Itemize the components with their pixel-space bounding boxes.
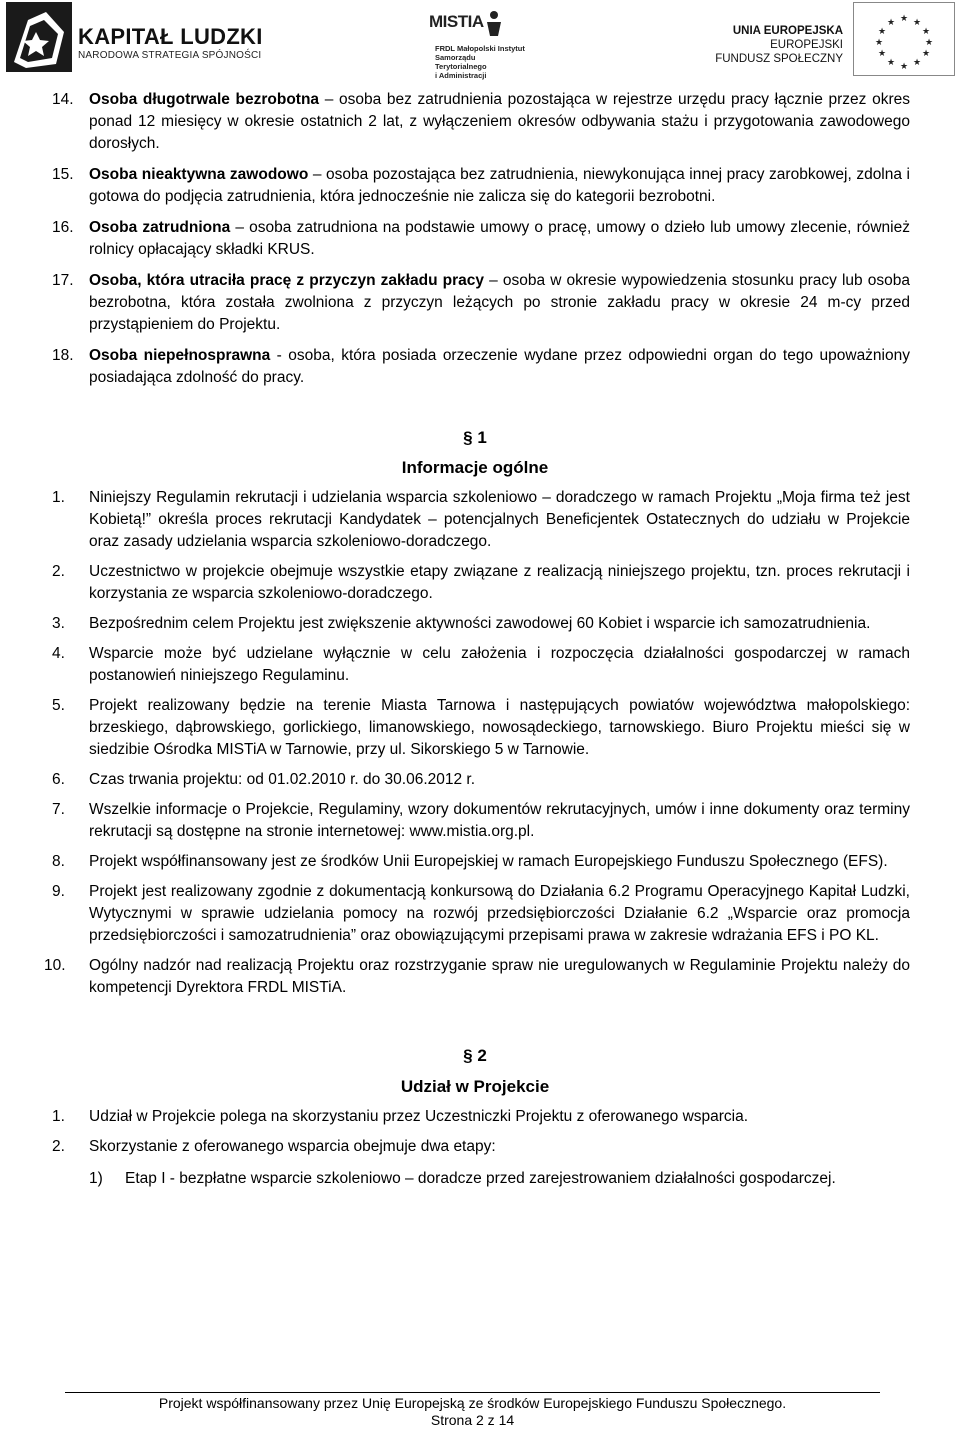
svg-text:★: ★ bbox=[886, 57, 896, 67]
kapital-ludzki-logo bbox=[6, 2, 263, 72]
page-number: Strona 2 z 14 bbox=[430, 1412, 515, 1428]
mistia-figure-icon bbox=[483, 10, 505, 36]
definition-text: - osoba, która posiada orzeczenie wydane przez odpowiedni organ do tego upoważniony posiadająca zdolność do pracy. bbox=[89, 347, 910, 386]
definition-16 bbox=[40, 217, 910, 261]
svg-text:★: ★ bbox=[877, 26, 887, 36]
svg-text:★: ★ bbox=[886, 17, 896, 27]
list-item: 9. Projekt jest realizowany zgodnie z dokumentacją konkursową do Działania 6.2 Programu Operacyjnego Kapitał Ludzki, Wytycznymi w sprawie udzielania pomocy na rozwój przedsiębiorczości Działanie 6.2 „Wsparcie oraz promocja przedsiębiorczości i samozatrudnienia” oraz obowiązującymi przepisami prawa w zakresie wdrażania EFS i PO KL. bbox=[52, 883, 910, 944]
definition-term: Osoba zatrudniona bbox=[89, 219, 231, 236]
list-item: 7. Wszelkie informacje o Projekcie, Regulaminy, wzory dokumentów rekrutacyjnych, umów i inne dokumenty oraz terminy rekrutacji są dostępne na stronie internetowej: www.mistia.org.pl. bbox=[52, 801, 910, 840]
page-footer bbox=[65, 1392, 880, 1429]
sub-list-item: 1) Etap I - bezpłatne wsparcie szkoleniowo – doradcze przed zarejestrowaniem działalności gospodarczej. bbox=[89, 1170, 836, 1187]
definition-18 bbox=[40, 345, 910, 389]
mistia-wordmark: MISTIA bbox=[429, 12, 484, 31]
list-item: 1. Udział w Projekcie polega na skorzystaniu przez Uczestniczki Projektu z oferowanego wsparcia. bbox=[52, 1108, 749, 1125]
footer-cofinancing-note: Projekt współfinansowany przez Unię Europejską ze środków Europejskiego Funduszu Społecznego. bbox=[158, 1395, 787, 1411]
eu-flag-icon bbox=[853, 2, 955, 76]
section-1-mark: § 1 bbox=[463, 428, 487, 447]
definition-term: Osoba, która utraciła pracę z przyczyn zakładu pracy bbox=[89, 272, 485, 289]
kapital-ludzki-subtitle: NARODOWA STRATEGIA SPÓJNOŚCI bbox=[78, 50, 262, 61]
eu-efs-text: UNIA EUROPEJSKA EUROPEJSKI FUNDUSZ SPOŁECZNY bbox=[715, 25, 843, 65]
list-number: 18. bbox=[52, 347, 74, 364]
page-header bbox=[0, 0, 960, 80]
svg-text:★: ★ bbox=[874, 37, 884, 47]
eu-efs-logo bbox=[705, 2, 955, 76]
list-item: 2. Skorzystanie z oferowanego wsparcia obejmuje dwa etapy: bbox=[52, 1138, 496, 1155]
svg-text:★: ★ bbox=[899, 61, 909, 71]
list-item: 3. Bezpośrednim celem Projektu jest zwiększenie aktywności zawodowej 60 Kobiet i wsparcie ich samozatrudnienia. bbox=[52, 615, 871, 632]
definition-term: Osoba długotrwale bezrobotna bbox=[89, 91, 320, 108]
definition-17 bbox=[40, 270, 910, 336]
list-item: 4. Wsparcie może być udzielane wyłącznie w celu założenia i rozpoczęcia działalności gospodarczej w ramach postanowień niniejszego Regulaminu. bbox=[52, 645, 910, 684]
definition-15 bbox=[40, 164, 910, 208]
list-item: 1. Niniejszy Regulamin rekrutacji i udzielania wsparcia szkoleniowo – doradczego w ramach Projektu „Moja firma też jest Kobietą!” określa proces rekrutacji Kandydatek – potencjalnych Beneficjentek Ostatecznych do udziału w Projekcie oraz zasady udzielania wsparcia szkoleniowo-doradczego. bbox=[52, 489, 910, 550]
kapital-ludzki-title: KAPITAŁ LUDZKI bbox=[78, 24, 263, 49]
svg-text:★: ★ bbox=[924, 37, 934, 47]
document-body bbox=[40, 89, 910, 1190]
svg-text:★: ★ bbox=[912, 17, 922, 27]
list-item: 8. Projekt współfinansowany jest ze środków Unii Europejskiej w ramach Europejskiego Funduszu Społecznego (EFS). bbox=[52, 853, 888, 870]
definition-14 bbox=[40, 89, 910, 155]
svg-text:★: ★ bbox=[899, 13, 909, 23]
definition-text: – osoba pozostająca bez zatrudnienia, niewykonująca innej pracy zarobkowej, zdolna i gotowa do podjęcia zatrudnienia, która jednocześnie nie zalicza się do kategorii bezrobotni. bbox=[89, 166, 911, 205]
list-item: 10. Ogólny nadzór nad realizacją Projektu oraz rozstrzyganie spraw nie uregulowanych w Regulaminie Projektu należy do kompetencji Dyrektora FRDL MISTiA. bbox=[44, 957, 910, 996]
svg-text:★: ★ bbox=[877, 48, 887, 58]
list-number: 14. bbox=[52, 91, 74, 108]
svg-text:★: ★ bbox=[921, 26, 931, 36]
list-item: 2. Uczestnictwo w projekcie obejmuje wszystkie etapy związane z realizacją niniejszego projektu, tzn. proces rekrutacji i korzystania ze wsparcia szkoleniowo-doradczego. bbox=[52, 563, 910, 602]
definition-term: Osoba niepełnosprawna bbox=[89, 347, 271, 364]
svg-text:★: ★ bbox=[912, 57, 922, 67]
section-1-title: Informacje ogólne bbox=[401, 458, 549, 477]
definition-text: – osoba w okresie wypowiedzenia stosunku pracy lub osoba bezrobotna, która została zwolniona z przyczyn leżących po stronie zakładu pracy w okresie 24 m-cy przed przystąpieniem do Projektu. bbox=[89, 272, 910, 333]
definition-term: Osoba nieaktywna zawodowo bbox=[89, 166, 309, 183]
section-2-mark: § 2 bbox=[463, 1046, 487, 1065]
list-number: 17. bbox=[52, 272, 74, 289]
definition-text: – osoba bez zatrudnienia pozostająca w rejestrze urzędu pracy łącznie przez okres ponad 12 miesięcy w okresie ostatnich 2 lat, z wyłączeniem okresów odbywania stażu i przygotowania zawodowego dorosłych. bbox=[89, 91, 910, 152]
kapital-ludzki-emblem-icon bbox=[6, 2, 72, 72]
svg-text:★: ★ bbox=[921, 48, 931, 58]
list-item: 5. Projekt realizowany będzie na terenie Miasta Tarnowa i następujących powiatów województwa małopolskiego: brzeskiego, dąbrowskiego, gorlickiego, limanowskiego, nowosądeckiego, tarnowskiego. Biuro Projektu mieści się w siedzibie Ośrodka MISTiA w Tarnowie, przy ul. Sikorskiego 5 w Tarnowie. bbox=[52, 697, 910, 758]
list-number: 15. bbox=[52, 166, 74, 183]
list-item: 6. Czas trwania projektu: od 01.02.2010 r. do 30.06.2012 r. bbox=[52, 771, 476, 788]
mistia-institute-name: FRDL Małopolski Instytut Samorządu Terytorialnego i Administracji bbox=[435, 44, 525, 80]
definition-text: – osoba zatrudniona na podstawie umowy o pracę, umowy o dzieło lub umowy zlecenie, również rolnicy opłacający składki KRUS. bbox=[89, 219, 910, 258]
section-2-title: Udział w Projekcie bbox=[400, 1077, 550, 1096]
mistia-logo bbox=[425, 2, 545, 78]
list-number: 16. bbox=[52, 219, 74, 236]
